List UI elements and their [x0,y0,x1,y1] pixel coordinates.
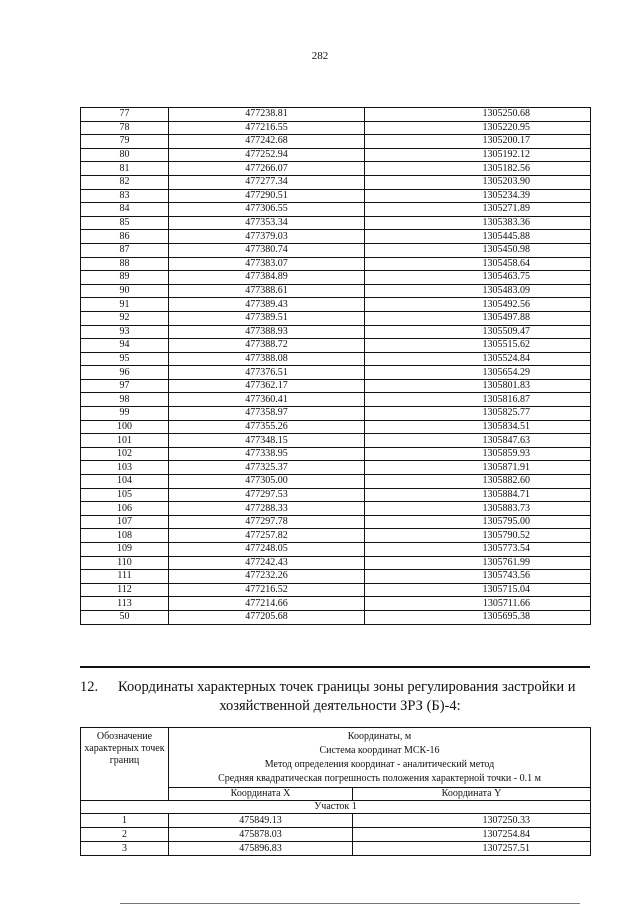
coordinates-header [169,728,591,788]
coordinate-y: 1305483.09 [365,284,591,298]
coordinate-y: 1305773.54 [365,543,591,557]
coordinates-table-body [81,108,591,625]
coordinate-y: 1305271.89 [365,203,591,217]
coordinates-table-continued [80,107,591,625]
point-number: 94 [81,339,169,353]
coordinate-x: 477389.43 [169,298,365,312]
coordinate-x: 477388.08 [169,352,365,366]
point-number: 78 [81,121,169,135]
coordinate-x: 477257.82 [169,529,365,543]
point-number: 85 [81,216,169,230]
coordinate-y: 1305445.88 [365,230,591,244]
coordinate-y: 1305234.39 [365,189,591,203]
coordinate-y: 1305695.38 [365,610,591,624]
point-number: 112 [81,583,169,597]
point-number: 102 [81,447,169,461]
table-row [81,407,591,421]
point-number: 105 [81,488,169,502]
coordinate-y: 1305383.36 [365,216,591,230]
coordinate-y: 1305492.56 [365,298,591,312]
coordinate-y: 1305743.56 [365,570,591,584]
table-row [81,583,591,597]
coordinate-y: 1305497.88 [365,311,591,325]
column-x-header: Координата X [169,788,353,801]
table2-header-row [81,728,591,788]
table-row [81,243,591,257]
coordinate-x: 477388.72 [169,339,365,353]
table-row [81,828,591,842]
coordinate-x: 477290.51 [169,189,365,203]
coordinate-y: 1305883.73 [365,502,591,516]
coordinate-x: 477214.66 [169,597,365,611]
coordinate-y: 1307257.51 [353,842,591,856]
table-row [81,393,591,407]
coordinate-y: 1305871.91 [365,461,591,475]
coordinate-x: 477277.34 [169,175,365,189]
table-row [81,121,591,135]
table-row [81,175,591,189]
coordinate-x: 477353.34 [169,216,365,230]
point-number: 90 [81,284,169,298]
point-number: 95 [81,352,169,366]
table-row [81,135,591,149]
coordinate-y: 1305450.98 [365,243,591,257]
coordinate-x: 477205.68 [169,610,365,624]
table-row [81,420,591,434]
point-number: 82 [81,175,169,189]
coordinate-x: 477384.89 [169,271,365,285]
point-number: 80 [81,148,169,162]
point-number: 101 [81,434,169,448]
coordinate-y: 1305524.84 [365,352,591,366]
table-row [81,189,591,203]
point-number: 50 [81,610,169,624]
table-row [81,311,591,325]
coordinate-y: 1305458.64 [365,257,591,271]
point-number: 106 [81,502,169,516]
point-number: 99 [81,407,169,421]
point-number: 79 [81,135,169,149]
table-row [81,461,591,475]
point-number: 87 [81,243,169,257]
coordinate-x: 477383.07 [169,257,365,271]
designation-header: Обозначение характерных точек границ [81,728,169,801]
coordinate-y: 1305463.75 [365,271,591,285]
table-row [81,298,591,312]
table-row [81,529,591,543]
point-number: 93 [81,325,169,339]
point-number: 92 [81,311,169,325]
table-row [81,203,591,217]
table-row [81,447,591,461]
table-row [81,148,591,162]
coordinate-x: 477238.81 [169,108,365,122]
coordinate-x: 477288.33 [169,502,365,516]
point-number: 1 [81,814,169,828]
coordinate-y: 1305859.93 [365,447,591,461]
point-number: 96 [81,366,169,380]
point-number: 2 [81,828,169,842]
table-row [81,230,591,244]
table-row [81,502,591,516]
coordinate-x: 477362.17 [169,379,365,393]
coordinate-y: 1305192.12 [365,148,591,162]
coordinate-y: 1305200.17 [365,135,591,149]
coordinate-x: 477355.26 [169,420,365,434]
coordinate-x: 477380.74 [169,243,365,257]
coordinate-y: 1305816.87 [365,393,591,407]
coordinate-x: 477338.95 [169,447,365,461]
point-number: 91 [81,298,169,312]
page-bottom-edge [120,903,580,904]
coordinate-x: 477325.37 [169,461,365,475]
coordinate-x: 477297.78 [169,515,365,529]
table-row [81,814,591,828]
table-row [81,597,591,611]
section-title-line2: хозяйственной деятельности ЗРЗ (Б)-4: [219,698,461,714]
coordinate-y: 1305825.77 [365,407,591,421]
point-number: 3 [81,842,169,856]
point-number: 83 [81,189,169,203]
table-row [81,570,591,584]
coordinate-y: 1305761.99 [365,556,591,570]
coords-accuracy: Средняя квадратическая погрешность положения характерной точки - 0.1 м [218,773,541,784]
coordinate-y: 1305715.04 [365,583,591,597]
point-number: 100 [81,420,169,434]
coordinate-y: 1305711.66 [365,597,591,611]
table-row [81,284,591,298]
coordinate-x: 477232.26 [169,570,365,584]
coordinate-x: 477376.51 [169,366,365,380]
point-number: 98 [81,393,169,407]
coordinate-y: 1305882.60 [365,475,591,489]
coordinate-y: 1305509.47 [365,325,591,339]
coordinate-x: 477216.52 [169,583,365,597]
point-number: 97 [81,379,169,393]
point-number: 109 [81,543,169,557]
coordinate-x: 477388.61 [169,284,365,298]
coordinate-x: 477358.97 [169,407,365,421]
table-row [81,162,591,176]
table-row [81,434,591,448]
table-row [81,339,591,353]
table-row [81,325,591,339]
coordinate-y: 1305801.83 [365,379,591,393]
point-number: 84 [81,203,169,217]
coordinate-y: 1305515.62 [365,339,591,353]
coordinate-y: 1305182.56 [365,162,591,176]
table-bottom-border [80,666,590,668]
point-number: 86 [81,230,169,244]
point-number: 110 [81,556,169,570]
coordinate-x: 477216.55 [169,121,365,135]
table-row [81,257,591,271]
point-number: 81 [81,162,169,176]
coordinate-x: 477306.55 [169,203,365,217]
coordinate-x: 477242.68 [169,135,365,149]
section-number: 12. [80,679,99,695]
point-number: 103 [81,461,169,475]
coords-title: Координаты, м [347,731,412,742]
table-row [81,271,591,285]
column-y-header: Координата Y [353,788,591,801]
coordinate-x: 475896.83 [169,842,353,856]
coordinate-y: 1305790.52 [365,529,591,543]
point-number: 107 [81,515,169,529]
page-number: 282 [311,50,329,62]
point-number: 111 [81,570,169,584]
section-title-line1: Координаты характерных точек границы зоны регулирования застройки и [118,679,576,695]
coordinate-x: 475849.13 [169,814,353,828]
zrz-b4-coordinates-table [80,727,591,856]
table-row [81,515,591,529]
table-row [81,379,591,393]
point-number: 113 [81,597,169,611]
coordinate-x: 477305.00 [169,475,365,489]
coordinate-x: 477360.41 [169,393,365,407]
coordinate-y: 1305795.00 [365,515,591,529]
coordinate-x: 477252.94 [169,148,365,162]
section-label: Участок 1 [81,801,591,814]
coordinate-y: 1305654.29 [365,366,591,380]
coordinate-x: 477388.93 [169,325,365,339]
coordinate-x: 477266.07 [169,162,365,176]
table2-section-row [81,801,591,814]
coordinate-y: 1307254.84 [353,828,591,842]
point-number: 89 [81,271,169,285]
point-number: 88 [81,257,169,271]
coordinate-y: 1305220.95 [365,121,591,135]
table-row [81,842,591,856]
coords-system: Система координат МСК-16 [319,745,440,756]
table-row [81,556,591,570]
table-row [81,610,591,624]
table-row [81,488,591,502]
coordinate-x: 477389.51 [169,311,365,325]
coordinate-y: 1305834.51 [365,420,591,434]
point-number: 104 [81,475,169,489]
table-row [81,366,591,380]
coordinate-x: 475878.03 [169,828,353,842]
table-row [81,543,591,557]
point-number: 108 [81,529,169,543]
coordinate-x: 477248.05 [169,543,365,557]
table-row [81,216,591,230]
point-number: 77 [81,108,169,122]
coordinate-y: 1307250.33 [353,814,591,828]
coordinate-x: 477242.43 [169,556,365,570]
coordinate-y: 1305884.71 [365,488,591,502]
table-row [81,108,591,122]
coords-method: Метод определения координат - аналитический метод [264,759,495,770]
table-row [81,352,591,366]
coordinate-y: 1305847.63 [365,434,591,448]
coordinate-x: 477297.53 [169,488,365,502]
coordinate-x: 477348.15 [169,434,365,448]
coordinate-y: 1305250.68 [365,108,591,122]
coordinate-x: 477379.03 [169,230,365,244]
table-row [81,475,591,489]
coordinate-y: 1305203.90 [365,175,591,189]
